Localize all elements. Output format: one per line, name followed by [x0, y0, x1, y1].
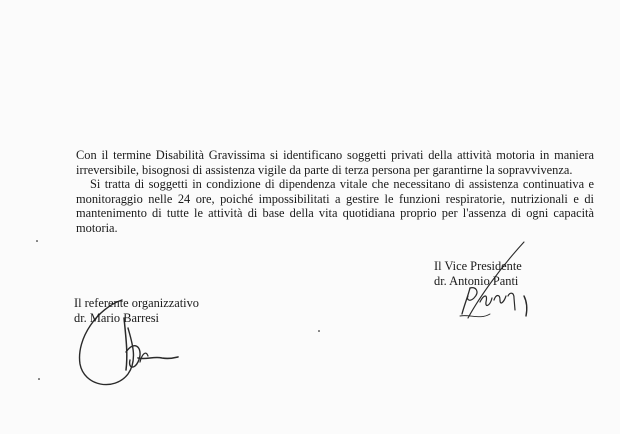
- signature-block-organizer: [74, 296, 199, 325]
- paragraph-description: Si tratta di soggetti in condizione di dipendenza vitale che necessitano di assistenza continuativa e monitoraggio nelle 24 ore, poiché impossibilitati a gestire le funzioni respiratorie, nutrizionali e di mantenimento di tutte le attività di base della vita quotidiana proprio per l'assenza di ogni capacità motoria.: [76, 177, 594, 235]
- scan-speck: [38, 378, 40, 380]
- scan-speck: [36, 240, 38, 242]
- signatory-role: Il referente organizzativo: [74, 296, 199, 310]
- signatory-name: dr. Antonio Panti: [434, 273, 519, 288]
- letter-body: [76, 148, 594, 236]
- signature-block-vice-president: [434, 259, 522, 288]
- paragraph-definition: Con il termine Disabilità Gravissima si identificano soggetti privati della attività motoria in maniera irreversibile, bisognosi di assistenza vigile da parte di terza persona per garantirne la sopravvivenza.: [76, 148, 594, 177]
- signatory-name: dr. Mario Barresi: [74, 310, 159, 325]
- scan-speck: [318, 330, 320, 332]
- signatory-role: Il Vice Presidente: [434, 259, 522, 273]
